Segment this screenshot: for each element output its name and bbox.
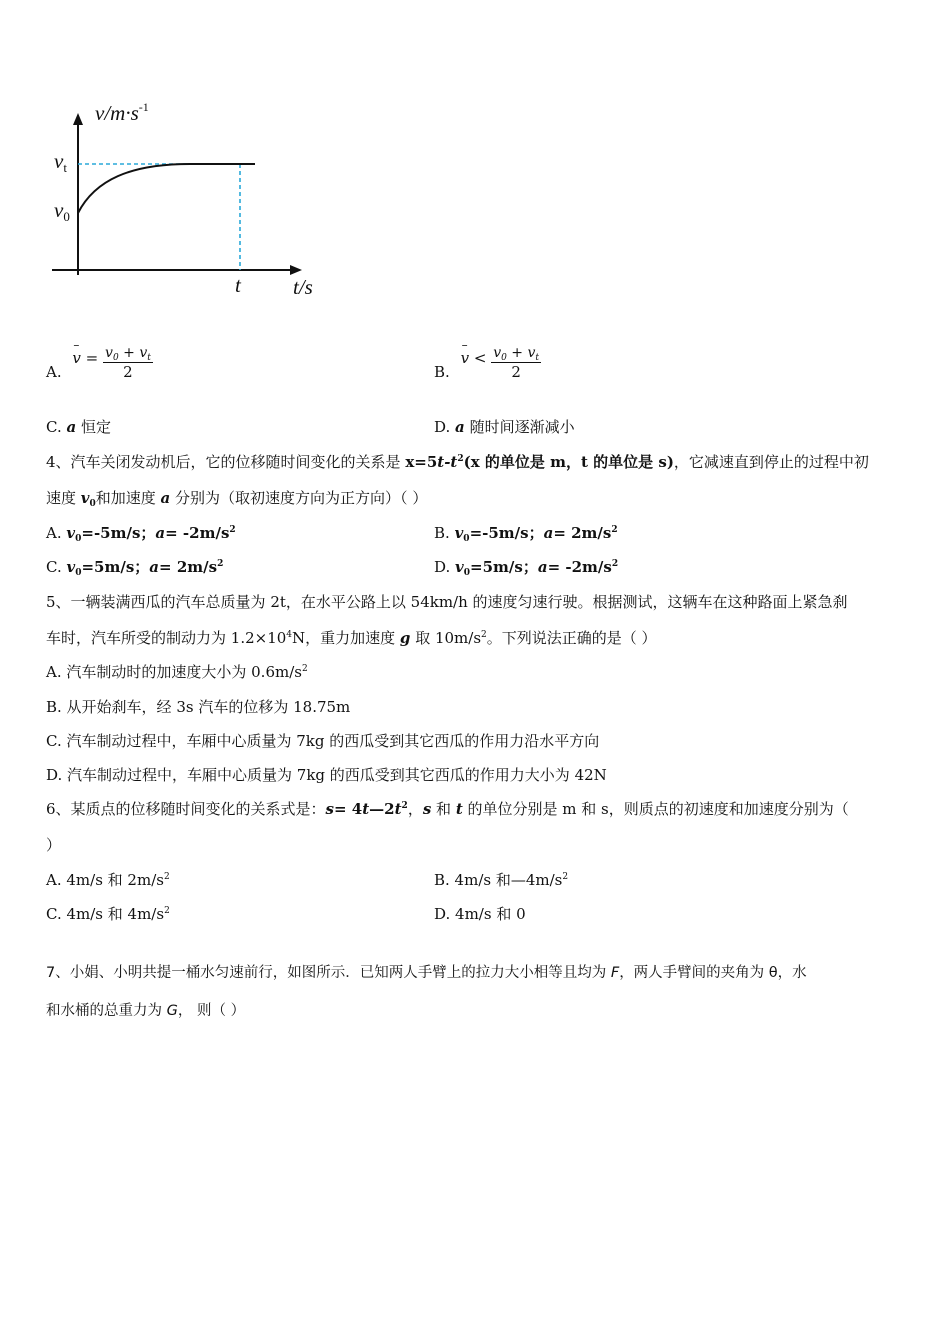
- q5-l2-b: N，重力加速度: [292, 629, 400, 647]
- q6-option-c[interactable]: [46, 904, 170, 924]
- q6-l1-t2: t: [394, 800, 402, 818]
- q3-option-c-text: 恒定: [81, 418, 112, 436]
- q3-b-num-plus: +: [506, 344, 528, 361]
- q3-b-num-v0-sub: 0: [501, 352, 507, 363]
- q5-option-c[interactable]: C. 汽车制动过程中，车厢中心质量为 7kg 的西瓜受到其它西瓜的作用力沿水平方向: [46, 732, 600, 750]
- q4-stem-line-1: [46, 452, 869, 472]
- q4-l2-b: 和加速度: [95, 489, 161, 507]
- q6-l1-t3: t: [455, 800, 463, 818]
- q4-l2-sub: 0: [89, 499, 96, 509]
- q4-a-rest: =-5m/s；: [81, 524, 156, 542]
- y-axis-label: [95, 101, 149, 126]
- q4-a-sub: 0: [75, 534, 82, 544]
- q4-l2-avar: a: [160, 489, 171, 507]
- q4-a-avar: a: [155, 524, 166, 542]
- velocity-curve: [78, 164, 255, 213]
- vt-label-text: v: [54, 149, 64, 173]
- q4-c-v: v: [66, 558, 76, 576]
- q5-option-d[interactable]: D. 汽车制动过程中，车厢中心质量为 7kg 的西瓜受到其它西瓜的作用力大小为 42N: [46, 766, 607, 784]
- q4-d-rest2: = -2m/s: [547, 558, 612, 576]
- y-axis-label-exp: -1: [138, 100, 149, 114]
- q3-a-num-vt: v: [139, 344, 148, 361]
- vt-graph: [40, 95, 330, 310]
- q3-a-vbar: – v: [72, 338, 80, 378]
- x-axis-arrow: [290, 265, 302, 275]
- x-axis-label-text: t/s: [293, 275, 313, 299]
- y-axis-arrow: [73, 113, 83, 125]
- q4-l2-a: 速度: [46, 489, 81, 507]
- q5-l2-sup2: 2: [481, 630, 487, 640]
- q7-l1-b: ，两人手臂间的夹角为 θ，水: [619, 965, 807, 981]
- q7-l1-F: F: [610, 965, 620, 981]
- q4-c-prefix: C.: [46, 558, 62, 576]
- q4-d-avar: a: [537, 558, 548, 576]
- q7-l2-b: ， 则（ ）: [177, 1003, 246, 1019]
- q3-a-num-vt-sub: t: [147, 352, 151, 363]
- q6-l1-s2: s: [422, 800, 432, 818]
- q3-b-num-v0: v: [493, 344, 502, 361]
- q4-b-rest2: = 2m/s: [553, 524, 612, 542]
- q4-c-avar: a: [149, 558, 160, 576]
- q4-l2-c: 分别为（取初速度方向为正方向）（ ）: [170, 489, 428, 507]
- q3-b-num-vt-sub: t: [535, 352, 540, 363]
- q6-option-d[interactable]: D. 4m/s 和 0: [434, 905, 526, 923]
- q3-b-lt: <: [473, 349, 487, 367]
- q6-a-sq: 2: [163, 872, 170, 882]
- q5-l2-sup: 4: [286, 630, 293, 640]
- q6-b-sq: 2: [562, 872, 569, 882]
- q6-c-sq: 2: [164, 906, 170, 916]
- q4-stem-line-2: [46, 488, 427, 508]
- vt-label-sub: t: [63, 160, 67, 175]
- q6-l1-sup: 2: [401, 801, 408, 811]
- q6-a-text: A. 4m/s 和 2m/s: [46, 871, 164, 889]
- q6-l1-f: 的单位分别是 m 和 s，则质点的初速度和加速度分别为（: [462, 800, 849, 818]
- q6-l1-d: ，: [407, 800, 423, 818]
- q5-a-sup: 2: [301, 664, 308, 674]
- q4-a-rest2: = -2m/s: [165, 524, 230, 542]
- vt-label: [54, 149, 67, 174]
- q6-l1-a: 6、某质点的位移随时间变化的关系式是：: [46, 800, 326, 818]
- q3-option-b-prefix: B.: [434, 363, 450, 381]
- q4-c-sub: 0: [75, 568, 82, 578]
- q4-option-b[interactable]: [434, 523, 618, 543]
- q4-a-prefix: A.: [46, 524, 62, 542]
- q4-l1-a: 4、汽车关闭发动机后，它的位移随时间变化的关系是: [46, 453, 406, 471]
- q3-option-b[interactable]: [434, 338, 541, 392]
- q4-d-sq: 2: [611, 559, 619, 569]
- q4-b-v: v: [454, 524, 464, 542]
- q7-l1-a: 7、小娟、小明共提一桶水匀速前行，如图所示．已知两人手臂上的拉力大小相等且均为: [46, 965, 611, 981]
- q7-l2-a: 和水桶的总重力为: [46, 1003, 167, 1019]
- q3-a-num-v0: v: [105, 344, 113, 361]
- q6-stem-line-1: [46, 799, 849, 819]
- q4-c-rest2: = 2m/s: [159, 558, 218, 576]
- q3-a-fraction: [103, 345, 153, 382]
- q4-b-rest: =-5m/s；: [469, 524, 544, 542]
- q7-stem-line-1: [46, 963, 807, 983]
- q5-l2-d: 。下列说法正确的是（ ）: [486, 629, 657, 647]
- q3-option-c-var: a: [66, 418, 77, 436]
- q3-b-num-vt: v: [527, 344, 536, 361]
- q6-c-text: C. 4m/s 和 4m/s: [46, 905, 165, 923]
- q7-stem-line-2: [46, 1001, 245, 1021]
- q4-l1-b: x=5: [405, 453, 438, 471]
- q3-option-d-prefix: D.: [434, 418, 451, 436]
- q4-b-prefix: B.: [434, 524, 450, 542]
- q4-b-sub: 0: [463, 534, 470, 544]
- t-label: [235, 273, 241, 298]
- q6-option-a[interactable]: [46, 870, 170, 890]
- y-axis-label-text: v/m·s: [95, 101, 139, 125]
- q3-b-vbar: – v: [461, 338, 469, 378]
- q4-l1-d: (x 的单位是 m，t 的单位是 s): [463, 453, 674, 471]
- q3-option-d-text: 随时间逐渐减小: [469, 418, 575, 436]
- q5-l2-c: 取 10m/s: [410, 629, 482, 647]
- q3-b-fraction: [491, 345, 541, 382]
- q3-option-d[interactable]: [434, 417, 575, 437]
- q5-option-b[interactable]: B. 从开始刹车，经 3s 汽车的位移为 18.75m: [46, 698, 351, 716]
- q3-option-c-prefix: C.: [46, 418, 62, 436]
- q3-a-eq: =: [85, 349, 99, 367]
- q7-l2-G: G: [166, 1003, 178, 1019]
- q4-b-avar: a: [543, 524, 554, 542]
- q6-b-text: B. 4m/s 和—4m/s: [434, 871, 563, 889]
- v0-label-text: v: [54, 198, 64, 222]
- q6-l1-t: t: [362, 800, 370, 818]
- q5-l2-a: 车时，汽车所受的制动力为 1.2×10: [46, 629, 287, 647]
- q4-l1-sup: 2: [457, 454, 464, 464]
- q3-option-d-var: a: [455, 418, 465, 436]
- q6-option-b[interactable]: [434, 870, 568, 890]
- q4-d-v: v: [455, 558, 464, 576]
- q5-stem-line-2: [46, 628, 657, 648]
- q3-a-num-v0-sub: 0: [112, 352, 119, 363]
- q3-b-denominator: 2: [511, 362, 521, 381]
- q6-l1-s: s: [325, 800, 334, 818]
- t-label-text: t: [235, 273, 241, 297]
- q5-a-text: A. 汽车制动时的加速度大小为 0.6m/s: [46, 663, 302, 681]
- q5-l2-g: g: [399, 629, 411, 647]
- q6-l1-c: —2: [369, 800, 395, 818]
- q3-a-numerator: [103, 345, 153, 363]
- q4-b-sq: 2: [611, 525, 618, 535]
- q5-option-a[interactable]: [46, 662, 308, 682]
- q3-option-a[interactable]: [46, 338, 153, 392]
- q4-a-sq: 2: [229, 525, 236, 535]
- q5-stem-line-1: 5、一辆装满西瓜的汽车总质量为 2t，在水平公路上以 54km/h 的速度匀速行驶。根据测试，这辆车在这种路面上紧急刹: [46, 593, 848, 611]
- q4-c-sq: 2: [217, 559, 224, 569]
- q4-d-rest: =5m/s；: [470, 558, 538, 576]
- q4-d-sub: 0: [463, 568, 471, 578]
- q4-c-rest: =5m/s；: [81, 558, 150, 576]
- q4-l2-v: v: [80, 489, 90, 507]
- v0-label: [54, 198, 70, 223]
- q3-b-numerator: [491, 345, 541, 363]
- q6-l1-b: = 4: [334, 800, 363, 818]
- q3-option-c[interactable]: [46, 417, 111, 437]
- q4-option-d[interactable]: [434, 557, 618, 577]
- q4-l1-c: t-t: [437, 453, 458, 471]
- q3-a-denominator: 2: [123, 362, 133, 381]
- q4-option-a[interactable]: [46, 523, 236, 543]
- q4-d-prefix: D.: [434, 558, 451, 576]
- q6-stem-line-2: ）: [46, 836, 62, 854]
- q4-option-c[interactable]: [46, 557, 223, 577]
- x-axis-label: [293, 275, 313, 300]
- q4-l1-e: ，它减速直到停止的过程中初: [673, 453, 869, 471]
- q4-a-v: v: [66, 524, 76, 542]
- q3-a-num-plus: +: [118, 344, 140, 361]
- v0-label-sub: 0: [63, 209, 70, 224]
- vt-graph-svg: [40, 95, 330, 310]
- q6-l1-e: 和: [431, 800, 456, 818]
- q3-option-a-prefix: A.: [46, 363, 62, 381]
